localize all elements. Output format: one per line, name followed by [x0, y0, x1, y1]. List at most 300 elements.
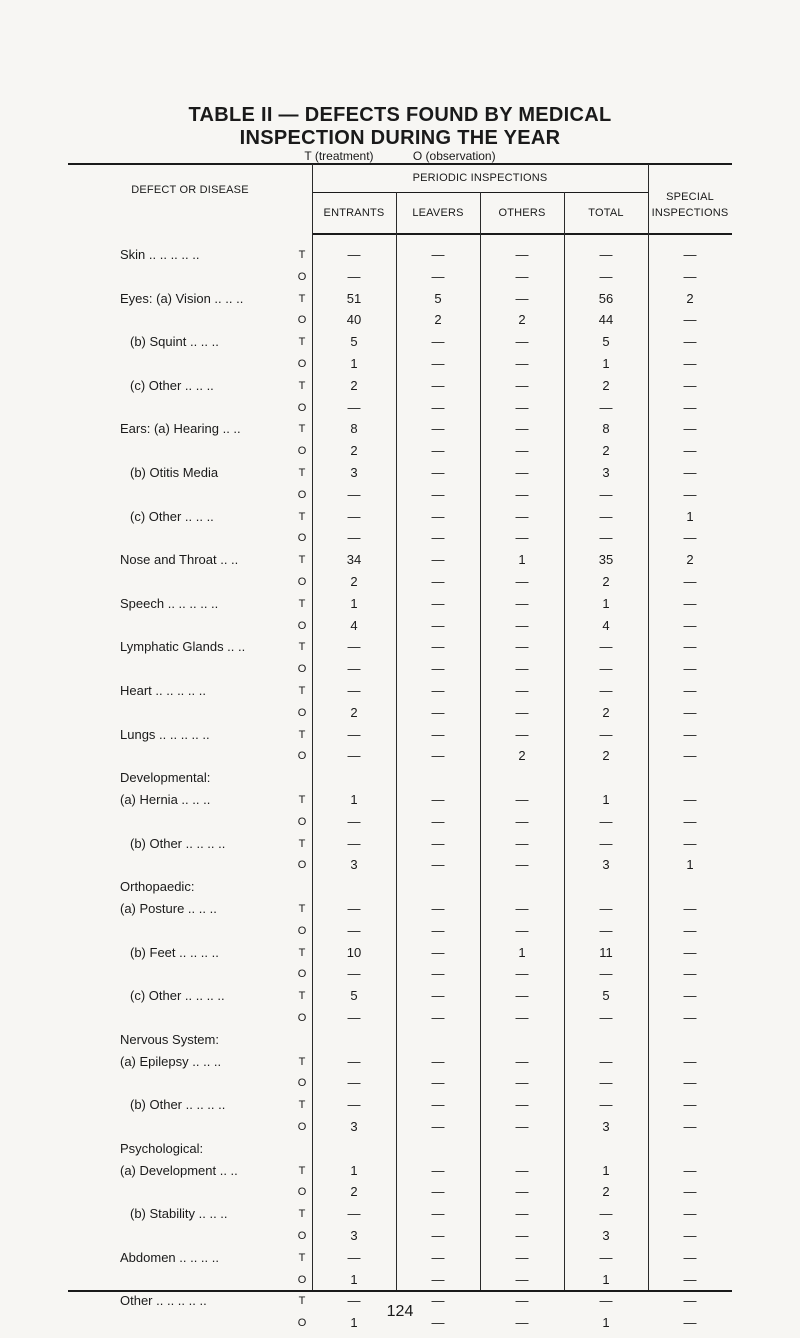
table-cell: 5: [434, 290, 442, 306]
row-flag: T: [298, 903, 306, 915]
table-cell: —: [515, 530, 529, 546]
table-cell: —: [431, 813, 445, 829]
table-cell: —: [683, 574, 697, 589]
table-cell: —: [347, 1097, 361, 1113]
header-special: SPECIAL: [666, 191, 714, 203]
legend: [0, 149, 800, 163]
table-cell: 2: [518, 748, 526, 764]
row-flag: T: [298, 1164, 306, 1177]
row-flag: O: [297, 859, 307, 872]
row-flag: O: [297, 314, 307, 327]
table-cell: —: [431, 835, 445, 851]
table-cell: —: [347, 1249, 361, 1265]
table-cell: —: [683, 421, 697, 437]
legend-treatment: T (treatment): [304, 149, 374, 163]
table-cell: —: [431, 1097, 445, 1113]
table-cell: —: [431, 1315, 445, 1331]
table-cell: —: [599, 726, 613, 742]
table-cell: —: [599, 268, 613, 284]
table-cell: —: [431, 574, 445, 589]
table-cell: 3: [602, 1228, 610, 1243]
table-cell: —: [683, 748, 697, 764]
table-cell: 34: [346, 552, 362, 568]
table-cell: —: [431, 966, 445, 982]
row-flag: O: [297, 815, 307, 828]
table-cell: —: [683, 312, 697, 328]
table-cell: —: [683, 835, 697, 851]
table-cell: —: [431, 377, 445, 393]
table-cell: —: [599, 486, 613, 502]
table-cell: —: [347, 268, 361, 284]
table-cell: —: [515, 704, 529, 720]
row-flag: O: [297, 968, 307, 981]
table-cell: —: [347, 1075, 361, 1091]
table-cell: —: [683, 377, 697, 393]
table-cell: —: [683, 1162, 697, 1178]
table-cell: —: [683, 530, 697, 546]
table-cell: —: [515, 639, 529, 655]
table-cell: —: [431, 268, 445, 284]
table-cell: 3: [350, 465, 358, 480]
table-cell: —: [599, 1075, 613, 1091]
table-cell: —: [515, 508, 529, 524]
table-cell: 1: [602, 1315, 610, 1331]
table-cell: —: [431, 988, 445, 1004]
table-cell: —: [515, 857, 529, 873]
row-flag: O: [297, 1273, 307, 1286]
row-label: Developmental:: [120, 770, 211, 786]
table-cell: —: [683, 661, 697, 677]
row-label: (b) Otitis Media: [130, 465, 219, 480]
table-cell: —: [599, 530, 613, 546]
table-cell: —: [683, 1075, 697, 1091]
row-label: Speech .. .. .. .. ..: [120, 595, 219, 611]
table-cell: —: [431, 901, 445, 916]
row-flag: O: [297, 1317, 307, 1330]
table-cell: —: [431, 617, 445, 633]
table-cell: —: [431, 683, 445, 698]
table-cell: —: [431, 465, 445, 480]
row-flag: T: [298, 336, 306, 349]
table-cell: —: [347, 1206, 361, 1222]
table-cell: —: [683, 334, 697, 350]
table-cell: 10: [346, 944, 362, 960]
table-cell: —: [515, 1293, 529, 1309]
table-cell: 2: [602, 574, 610, 589]
table-cell: —: [683, 988, 697, 1004]
row-flag: O: [297, 532, 307, 545]
row-flag: T: [298, 728, 306, 741]
table-cell: —: [515, 486, 529, 502]
table-cell: —: [515, 1162, 529, 1178]
table-cell: —: [599, 508, 613, 524]
table-cell: —: [431, 922, 445, 938]
table-cell: —: [431, 421, 445, 437]
table-cell: —: [347, 901, 361, 916]
row-flag: O: [297, 1186, 307, 1199]
table-cell: —: [515, 465, 529, 480]
table-cell: 2: [602, 443, 610, 459]
row-flag: O: [297, 663, 307, 676]
row-flag: T: [298, 467, 306, 479]
table-cell: 4: [602, 617, 610, 633]
header-periodic: PERIODIC INSPECTIONS: [412, 172, 548, 184]
table-cell: 2: [350, 443, 358, 459]
header-special-inspections: INSPECTIONS: [651, 207, 729, 219]
table-cell: 2: [350, 574, 358, 589]
table-cell: —: [431, 1119, 445, 1134]
row-label: (a) Development .. ..: [120, 1162, 238, 1178]
table-cell: —: [347, 726, 361, 742]
table-cell: —: [347, 813, 361, 829]
table-cell: —: [683, 639, 697, 655]
row-label: (c) Other .. .. .. ..: [130, 988, 225, 1004]
header-leavers: LEAVERS: [412, 207, 464, 219]
table-cell: —: [683, 617, 697, 633]
page-number: 124: [386, 1303, 414, 1320]
table-cell: —: [515, 966, 529, 982]
table-cell: 1: [602, 356, 610, 371]
table-cell: —: [431, 661, 445, 677]
table-cell: —: [599, 901, 613, 916]
table-cell: —: [683, 1119, 697, 1134]
table-cell: —: [515, 661, 529, 677]
row-flag: T: [298, 946, 306, 959]
table-cell: —: [431, 704, 445, 720]
row-label: (b) Other .. .. .. ..: [130, 835, 226, 851]
header-total: TOTAL: [588, 207, 624, 219]
table-cell: 40: [346, 312, 362, 328]
table-cell: —: [515, 377, 529, 393]
row-label: (a) Hernia .. .. ..: [120, 792, 211, 807]
table-cell: —: [431, 1293, 445, 1309]
row-label: Other .. .. .. .. ..: [120, 1293, 207, 1309]
table-cell: —: [515, 1097, 529, 1113]
table-cell: —: [515, 813, 529, 829]
table-cell: —: [347, 508, 361, 524]
row-flag: O: [297, 619, 307, 632]
table-cell: —: [431, 1249, 445, 1265]
table-cell: —: [515, 1053, 529, 1069]
row-flag: T: [298, 1099, 306, 1112]
table-cell: —: [347, 1053, 361, 1069]
table-cell: —: [599, 1010, 613, 1025]
table-cell: —: [683, 1097, 697, 1113]
row-flag: T: [298, 292, 306, 305]
table-cell: —: [347, 748, 361, 764]
table-cell: —: [683, 1271, 697, 1287]
table-cell: 1: [686, 508, 694, 524]
row-label: Eyes: (a) Vision .. .. ..: [120, 290, 244, 306]
table-cell: 5: [602, 334, 610, 350]
table-cell: 2: [602, 1184, 610, 1200]
row-flag: O: [297, 576, 307, 588]
row-flag: T: [298, 597, 306, 610]
table-cell: —: [515, 421, 529, 437]
table-cell: —: [515, 1315, 529, 1331]
header-others: OTHERS: [498, 207, 546, 219]
table-cell: 1: [602, 1162, 610, 1178]
table-cell: 51: [346, 290, 362, 306]
table-cell: —: [347, 639, 361, 655]
table-cell: —: [599, 1293, 613, 1309]
table-cell: 1: [686, 857, 694, 873]
table-cell: —: [683, 726, 697, 742]
table-cell: —: [683, 1206, 697, 1222]
table-cell: 8: [602, 421, 610, 437]
table-cell: 2: [686, 552, 694, 568]
table-cell: —: [347, 922, 361, 938]
row-flag: T: [298, 510, 306, 523]
row-label: Skin .. .. .. .. ..: [120, 247, 200, 262]
table-cell: —: [431, 552, 445, 568]
table-cell: 4: [350, 617, 358, 633]
table-cell: —: [515, 356, 529, 371]
table-cell: —: [515, 1010, 529, 1025]
table-cell: 3: [350, 1228, 358, 1243]
table-cell: —: [515, 726, 529, 742]
table-cell: 1: [602, 1271, 610, 1287]
table-cell: —: [683, 268, 697, 284]
row-flag: T: [298, 1251, 306, 1264]
table-cell: —: [431, 1075, 445, 1091]
table-cell: 1: [518, 944, 526, 960]
table-cell: 1: [602, 792, 610, 807]
table-cell: —: [599, 683, 613, 698]
table-cell: —: [431, 1271, 445, 1287]
table-cell: 3: [350, 857, 358, 873]
header-defect: DEFECT OR DISEASE: [131, 184, 249, 196]
table-cell: —: [683, 922, 697, 938]
table-cell: 3: [602, 857, 610, 873]
table-cell: —: [599, 835, 613, 851]
table-cell: —: [683, 595, 697, 611]
table-cell: —: [599, 639, 613, 655]
table-cell: 2: [518, 312, 526, 328]
table-cell: —: [599, 247, 613, 262]
table-cell: —: [683, 443, 697, 459]
table-cell: 1: [350, 1162, 358, 1178]
table-cell: —: [431, 247, 445, 262]
row-label: (b) Feet .. .. .. ..: [130, 944, 219, 960]
table-cell: 5: [602, 988, 610, 1004]
row-flag: T: [298, 423, 306, 436]
table-cell: —: [515, 334, 529, 350]
table-cell: 11: [599, 944, 613, 960]
table-cell: —: [683, 792, 697, 807]
row-label: (a) Epilepsy .. .. ..: [120, 1053, 222, 1069]
table-cell: —: [683, 247, 697, 262]
row-flag: T: [298, 249, 306, 261]
table-cell: —: [431, 748, 445, 764]
table-cell: —: [599, 813, 613, 829]
table-cell: —: [431, 595, 445, 611]
table-cell: —: [515, 268, 529, 284]
row-flag: T: [298, 685, 306, 697]
row-flag: T: [298, 641, 306, 654]
table-cell: 1: [350, 356, 358, 371]
table-cell: 1: [350, 1315, 358, 1331]
table-cell: —: [515, 1271, 529, 1287]
table-cell: —: [683, 683, 697, 698]
row-flag: T: [298, 837, 306, 850]
table-cell: 3: [602, 465, 610, 480]
row-label: (c) Other .. .. ..: [130, 508, 214, 524]
table-title: TABLE II — DEFECTS FOUND BY MEDICAL: [188, 104, 612, 126]
table-cell: 1: [602, 595, 610, 611]
table-cell: —: [347, 530, 361, 546]
row-flag: O: [297, 1077, 307, 1090]
table-cell: —: [431, 1184, 445, 1200]
row-flag: O: [297, 401, 307, 414]
table-cell: —: [515, 443, 529, 459]
row-flag: O: [297, 1230, 307, 1242]
table-subtitle: INSPECTION DURING THE YEAR: [239, 127, 561, 149]
table-cell: —: [515, 595, 529, 611]
table-cell: —: [347, 661, 361, 677]
table-cell: 2: [686, 290, 694, 306]
row-label: Ears: (a) Hearing .. ..: [120, 421, 241, 437]
table-cell: 2: [602, 748, 610, 764]
table-cell: 2: [434, 312, 442, 328]
table-cell: 3: [350, 1119, 358, 1134]
table-cell: —: [683, 1293, 697, 1309]
table-cell: —: [515, 1249, 529, 1265]
row-flag: O: [297, 706, 307, 719]
table-cell: —: [515, 399, 529, 415]
table-cell: —: [515, 901, 529, 916]
row-flag: O: [297, 445, 307, 458]
table-cell: —: [515, 1228, 529, 1243]
table-cell: 3: [602, 1119, 610, 1134]
table-cell: 1: [350, 595, 358, 611]
table-cell: —: [515, 835, 529, 851]
table-cell: —: [431, 944, 445, 960]
table-cell: —: [683, 465, 697, 480]
table-cell: —: [515, 988, 529, 1004]
row-flag: O: [297, 270, 307, 283]
table-cell: —: [515, 922, 529, 938]
table-cell: —: [599, 1097, 613, 1113]
row-label: Abdomen .. .. .. ..: [120, 1249, 219, 1265]
table-cell: —: [431, 792, 445, 807]
table-cell: —: [515, 1184, 529, 1200]
table-cell: —: [515, 1119, 529, 1134]
row-label: (c) Other .. .. ..: [130, 377, 214, 393]
table-cell: —: [515, 1075, 529, 1091]
table-cell: —: [515, 1206, 529, 1222]
header-bottom-rule: [312, 233, 732, 235]
table-cell: —: [515, 792, 529, 807]
header-entrants: ENTRANTS: [323, 207, 385, 219]
table-cell: —: [683, 1249, 697, 1265]
table-cell: —: [515, 290, 529, 306]
table-cell: 1: [350, 1271, 358, 1287]
table-cell: —: [431, 639, 445, 655]
table-cell: 2: [602, 377, 610, 393]
table-cell: 2: [350, 704, 358, 720]
table-cell: —: [599, 1249, 613, 1265]
table-cell: —: [683, 1184, 697, 1200]
row-label: Orthopaedic:: [120, 879, 195, 895]
table-cell: 56: [598, 290, 614, 306]
row-flag: T: [298, 794, 306, 806]
legend-observation: O (observation): [412, 149, 496, 163]
table-cell: —: [515, 574, 529, 589]
row-label: Nervous System:: [120, 1031, 219, 1047]
table-cell: —: [431, 857, 445, 873]
row-flag: T: [298, 990, 306, 1003]
row-label: (a) Posture .. .. ..: [120, 901, 217, 916]
row-flag: T: [298, 554, 306, 567]
row-label: Psychological:: [120, 1140, 204, 1156]
row-flag: O: [297, 1012, 307, 1024]
table-cell: —: [347, 1010, 361, 1025]
table-cell: 1: [350, 792, 358, 807]
table-cell: 8: [350, 421, 358, 437]
table-cell: —: [683, 1010, 697, 1025]
table-cell: —: [683, 813, 697, 829]
table-cell: —: [431, 1010, 445, 1025]
table-cell: —: [683, 399, 697, 415]
row-label: (b) Squint .. .. ..: [130, 334, 219, 350]
table-cell: 1: [518, 552, 526, 568]
row-flag: T: [298, 1055, 306, 1068]
table-cell: —: [599, 1206, 613, 1222]
table-cell: —: [431, 508, 445, 524]
row-label: Lungs .. .. .. .. ..: [120, 726, 210, 742]
table-cell: —: [599, 399, 613, 415]
table-cell: —: [347, 486, 361, 502]
table-cell: —: [431, 1162, 445, 1178]
table-cell: —: [683, 1053, 697, 1069]
table-cell: —: [683, 1228, 697, 1243]
row-flag: O: [297, 924, 307, 937]
row-label: Nose and Throat .. ..: [120, 552, 239, 568]
table-cell: —: [683, 966, 697, 982]
table-cell: —: [683, 704, 697, 720]
table-cell: —: [599, 922, 613, 938]
table-cell: —: [347, 683, 361, 698]
table-cell: 35: [598, 552, 614, 568]
table-cell: 5: [350, 334, 358, 350]
row-label: Lymphatic Glands .. ..: [120, 639, 246, 655]
table-cell: 2: [350, 377, 358, 393]
row-flag: O: [297, 358, 307, 370]
table-cell: —: [431, 356, 445, 371]
table-cell: —: [431, 399, 445, 415]
table-cell: 44: [598, 312, 614, 328]
table-cell: —: [347, 966, 361, 982]
table-cell: —: [683, 356, 697, 371]
row-flag: T: [298, 379, 306, 392]
table-cell: —: [431, 530, 445, 546]
table-cell: —: [431, 486, 445, 502]
row-flag: O: [297, 488, 307, 501]
row-label: Heart .. .. .. .. ..: [120, 683, 206, 698]
table-cell: —: [515, 247, 529, 262]
row-label: (b) Stability .. .. ..: [130, 1206, 228, 1222]
table-cell: —: [683, 1315, 697, 1331]
table-cell: —: [431, 334, 445, 350]
table-cell: —: [347, 1293, 361, 1309]
table-cell: 5: [350, 988, 358, 1004]
row-flag: O: [297, 750, 307, 763]
table-cell: 2: [602, 704, 610, 720]
table-cell: —: [683, 486, 697, 502]
table-cell: —: [599, 966, 613, 982]
row-label: (b) Other .. .. .. ..: [130, 1097, 226, 1113]
